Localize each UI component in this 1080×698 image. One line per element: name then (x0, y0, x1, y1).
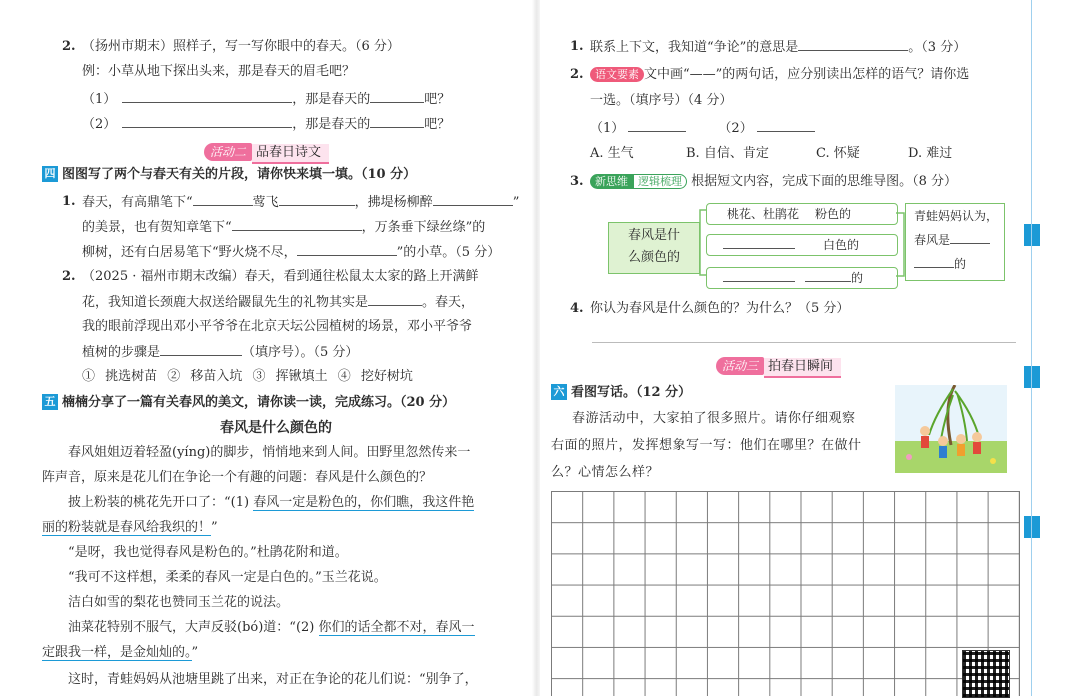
s4-item-1-line-1: 春天，有高鼎笔下“ 莺飞 ，拂堤杨柳醉 ” (82, 195, 520, 210)
s6-para-line-1: 春游活动中，大家拍了很多照片。请你仔细观察 (572, 411, 856, 426)
article-p6-line-1: 油菜花特别不服气，大声反驳(bó)道：“(2) 你们的话全都不对，春风一 (68, 620, 475, 635)
article-p7: 这时，青蛙妈妈从池塘里跳了出来，对正在争论的花儿们说：“别争了， (68, 672, 478, 687)
r-q4-num: 4. (570, 301, 584, 316)
s4-item-1-line-2: 的美景，也有贺知章笔下“ ，万条垂下绿丝绦”的 (82, 220, 486, 235)
q2-line-1: （1） ，那是春天的 吧？ (82, 92, 451, 107)
left-page (0, 0, 538, 696)
logic-tag: 逻辑梳理 (633, 174, 687, 189)
article-p6-line-2: 定跟我一样，是金灿灿的。” (42, 645, 199, 660)
section-6-header: 六 看图写话。（12 分） (551, 384, 691, 402)
underline-sentence-2: 你们的话全都不对，春风一 (318, 620, 475, 635)
r-q1-line: 联系上下文，我知道“争论”的意思是 。（3 分） (590, 40, 967, 55)
r-q2-num: 2. (570, 67, 584, 82)
section-6-number: 六 (551, 384, 567, 400)
article-p5: 洁白如雪的梨花也赞同玉兰花的说法。 (68, 595, 290, 610)
s4-item-2-line-3: 我的眼前浮现出邓小平爷爷在北京天坛公园植树的场景，邓小平爷爷 (82, 319, 473, 334)
article-title: 春风是什么颜色的 (220, 420, 332, 436)
s4-item-2-line-1: （2025 · 福州市期末改编）春天，看到通往松鼠太太家的路上开满鲜 (82, 269, 479, 284)
new-thinking-tag: 新思维 (590, 174, 633, 189)
q2-line-2: （2） ，那是春天的 吧？ (82, 117, 451, 132)
article-p4: “我可不这样想，柔柔的春风一定是白色的。”玉兰花说。 (68, 570, 387, 585)
mind-map-branch-1: 桃花、杜鹃花 粉色的 (706, 203, 898, 225)
section-4-number: 四 (42, 166, 58, 182)
mind-map-branch-2: 白色的 (706, 234, 898, 256)
section-5-number: 五 (42, 394, 58, 410)
section-5-header: 五 楠楠分享了一篇有关春风的美文，请你读一读，完成练习。（20 分） (42, 394, 455, 412)
spring-outing-illustration (895, 385, 1007, 473)
r-q3-line: 新思维 逻辑梳理 根据短文内容，完成下面的思维导图。（8 分） (590, 173, 957, 191)
article-p2-line-2: 丽的粉装就是春风给我织的！” (42, 520, 218, 535)
page-edge-line (1031, 0, 1032, 696)
r-q2-answers: （1） （2） (590, 119, 815, 138)
q2-example: 例：小草从地下探出头来，那是春天的眉毛吧？ (82, 64, 356, 79)
edge-tab-top (1024, 224, 1040, 246)
underline-sentence-1: 春风一定是粉色的，你们瞧，我这件艳 (253, 495, 475, 510)
article-p1-line-2: 阵声音，原来是花儿们在争论一个有趣的问题：春风是什么颜色的？ (42, 470, 433, 485)
s4-item-2-line-4: 植树的步骤是 （填序号）。（5 分） (82, 345, 359, 360)
s4-item-2-options: ① 挑选树苗 ② 移苗入坑 ③ 挥锹填土 ④ 挖好树坑 (82, 369, 413, 384)
yuwen-tag: 语文要素 (590, 67, 644, 82)
edge-tab-bottom (1024, 516, 1040, 538)
r-q2-line-1: 语文要素 文中画“——”的两句话，应分别读出怎样的语气？请你选 (590, 66, 969, 84)
s6-para-line-3: 么？心情怎么样？ (551, 465, 660, 480)
qr-code-icon (962, 650, 1010, 698)
article-p3: “是呀，我也觉得春风是粉色的。”杜鹃花附和道。 (68, 545, 348, 560)
answer-line (592, 342, 1016, 343)
mind-map-branch-3: 的 (706, 267, 898, 289)
activity-2-banner: 活动二 品春日诗文 (204, 141, 329, 161)
r-q2-line-2: 一选。（填序号）（4 分） (590, 93, 733, 108)
s4-item-1-num: 1. (62, 194, 76, 209)
r-q4-text: 你认为春风是什么颜色的？为什么？（5 分） (590, 301, 850, 316)
article-p1-line-1: 春风姐姐迈着轻盈(yíng)的脚步，悄悄地来到人间。田野里忽然传来一 (68, 445, 471, 460)
r-q1-num: 1. (570, 39, 584, 54)
writing-grid[interactable] (551, 491, 1020, 696)
s6-para-line-2: 右面的照片，发挥想象写一写：他们在哪里？在做什 (551, 438, 862, 453)
edge-tab-middle (1024, 366, 1040, 388)
r-q3-num: 3. (570, 174, 584, 189)
section-4-header: 四 图图写了两个与春天有关的片段，请你快来填一填。（10 分） (42, 166, 416, 184)
mind-map-conclusion: 青蛙妈妈认为， 春风是 的 (905, 203, 1005, 281)
article-p2-line-1: 披上粉装的桃花先开口了：“(1) 春风一定是粉色的，你们瞧，我这件艳 (68, 495, 475, 510)
mind-map-center: 春风是什 么颜色的 (608, 222, 700, 274)
s4-item-2-line-2: 花，我知道长颈鹿大叔送给鼹鼠先生的礼物其实是 。春天， (82, 295, 475, 310)
s4-item-1-line-3: 柳树，还有白居易笔下“野火烧不尽， ”的小草。（5 分） (82, 245, 501, 260)
r-q2-options: A. 生气 B. 自信、肯定 C. 怀疑 D. 难过 (590, 146, 953, 161)
activity-3-banner: 活动三 拍春日瞬间 (716, 355, 841, 375)
q2-text: （扬州市期末）照样子，写一写你眼中的春天。（6 分） (82, 39, 400, 54)
s4-item-2-num: 2. (62, 269, 76, 284)
q2-label: 2. (62, 39, 76, 54)
